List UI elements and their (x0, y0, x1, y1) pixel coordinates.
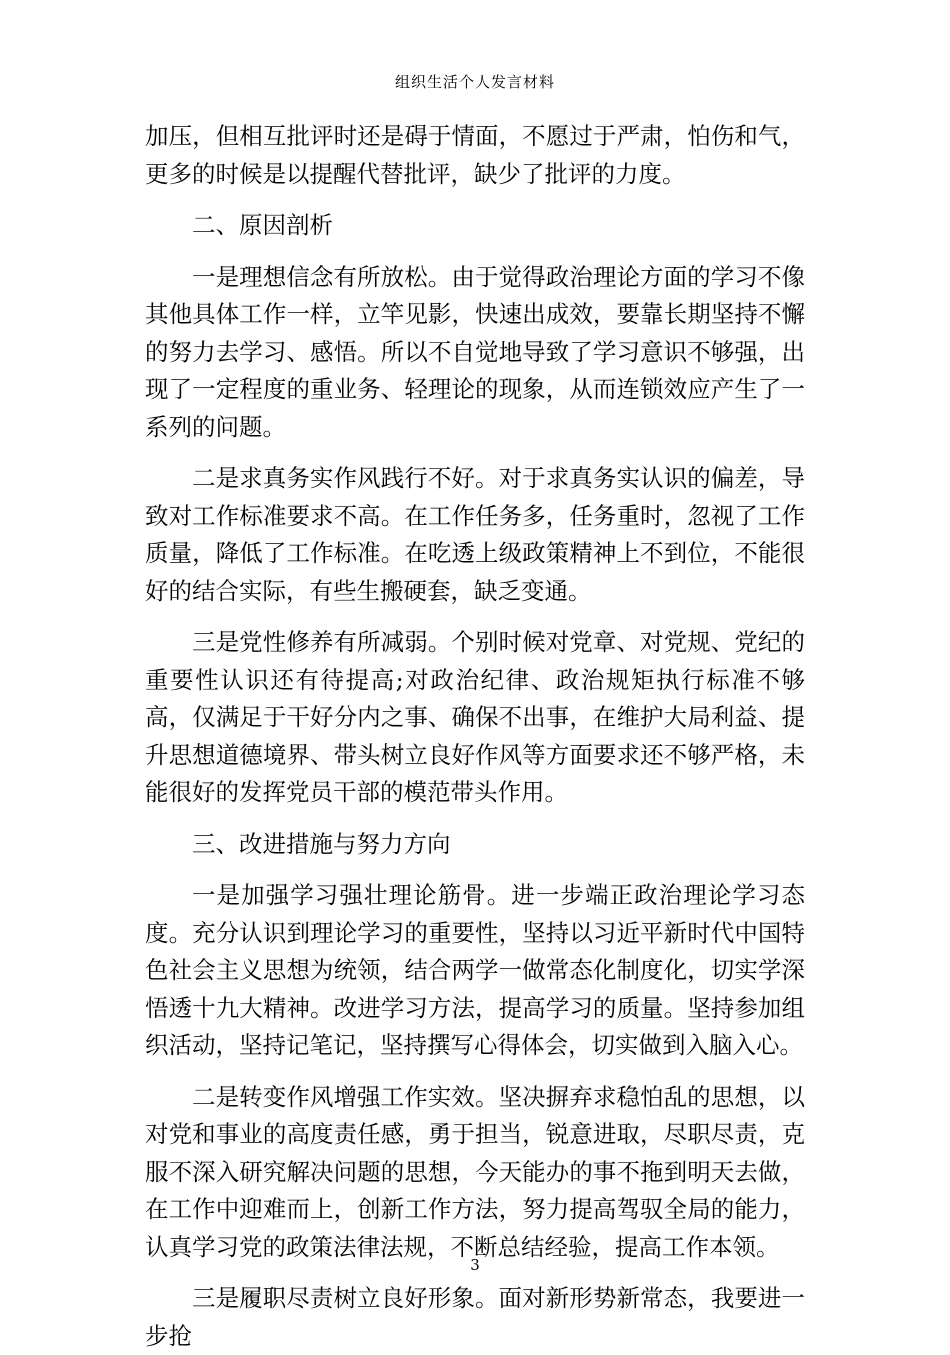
paragraph: 一是理想信念有所放松。由于觉得政治理论方面的学习不像其他具体工作一样，立竿见影，快速出成效，要靠长期坚持不懈的努力去学习、感悟。所以不自觉地导致了学习意识不够强，出现了一定程度的重业务、轻理论的现象，从而连锁效应产生了一系列的问题。 (145, 262, 805, 441)
body-text (145, 118, 805, 1355)
paragraph: 加压，但相互批评时还是碍于情面，不愿过于严肃，怕伤和气，更多的时候是以提醒代替批评，缺少了批评的力度。 (145, 122, 805, 188)
running-header: 组织生活个人发言材料 (394, 73, 555, 91)
section-heading: 二、原因剖析 (192, 211, 333, 239)
section-heading: 三、改进措施与努力方向 (192, 829, 451, 858)
paragraph: 三是履职尽责树立良好形象。面对新形势新常态，我要进一步抢 (145, 1284, 805, 1350)
paragraph: 一是加强学习强壮理论筋骨。进一步端正政治理论学习态度。充分认识到理论学习的重要性，坚持以习近平新时代中国特色社会主义思想为统领，结合两学一做常态化制度化，切实学深悟透十九大精神。改进学习方法，提高学习的质量。坚持参加组织活动，坚持记笔记，坚持撰写心得体会，切实做到入脑入心。 (145, 881, 805, 1059)
paragraph: 三是党性修养有所减弱。个别时候对党章、对党规、党纪的重要性认识还有待提高;对政治纪律、政治规矩执行标准不够高，仅满足于干好分内之事、确保不出事，在维护大局利益、提升思想道德境界、带头树立良好作风等方面要求还不够严格，未能很好的发挥党员干部的模范带头作用。 (145, 628, 805, 806)
page-number: 3 (470, 1256, 480, 1274)
paragraph: 二是转变作风增强工作实效。坚决摒弃求稳怕乱的思想，以对党和事业的高度责任感，勇于担当，锐意进取，尽职尽责，克服不深入研究解决问题的思想，今天能办的事不拖到明天去做，在工作中迎难而上，创新工作方法，努力提高驾驭全局的能力，认真学习党的政策法律法规，不断总结经验，提高工作本领。 (145, 1082, 805, 1261)
paragraph: 二是求真务实作风践行不好。对于求真务实认识的偏差，导致对工作标准要求不高。在工作任务多，任务重时，忽视了工作质量，降低了工作标准。在吃透上级政策精神上不到位，不能很好的结合实际，有些生搬硬套，缺乏变通。 (145, 464, 805, 605)
